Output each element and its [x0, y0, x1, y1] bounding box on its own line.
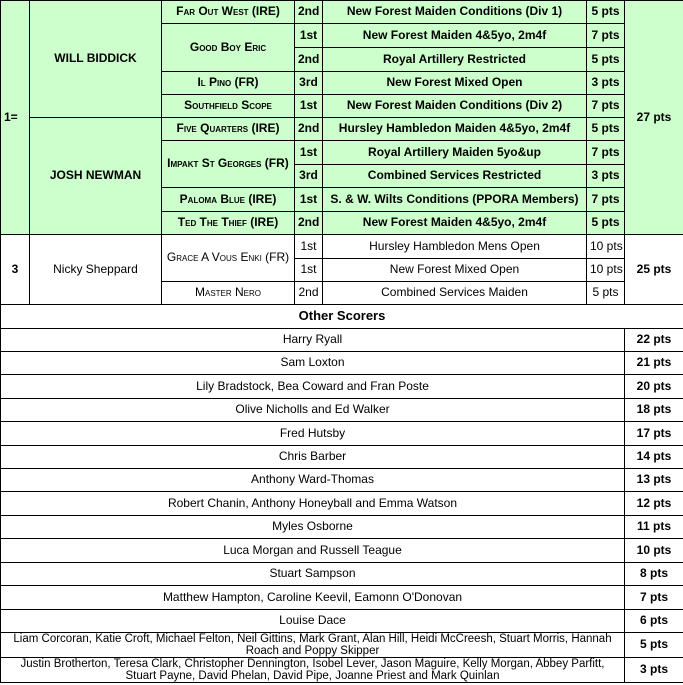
place-cell: 2nd: [295, 48, 323, 72]
horse-name: Ted The Thief (IRE): [162, 212, 295, 235]
points-cell: 7 pts: [587, 188, 625, 212]
race-cell: Royal Artillery Restricted: [323, 48, 587, 72]
rider-name: Nicky Sheppard: [30, 235, 162, 305]
points-cell: 20 pts: [625, 375, 683, 399]
table-row: [1, 539, 683, 563]
table-row: [1, 469, 683, 492]
points-cell: 7 pts: [587, 141, 625, 165]
horse-name: Five Quarters (IRE): [162, 118, 295, 141]
points-cell: 7 pts: [587, 24, 625, 48]
race-cell: Combined Services Restricted: [323, 165, 587, 188]
horse-name: Good Boy Eric: [162, 24, 295, 72]
points-cell: 10 pts: [625, 539, 683, 563]
points-cell: 5 pts: [587, 118, 625, 141]
table-row: [1, 399, 683, 422]
table-row: [1, 516, 683, 539]
points-cell: 6 pts: [625, 610, 683, 633]
table-row: [1, 305, 683, 329]
place-cell: 2nd: [295, 1, 323, 24]
horse-name: Grace A Vous Enki (FR): [162, 235, 295, 282]
points-cell: 22 pts: [625, 329, 683, 352]
total-points-cell: 27 pts: [625, 1, 683, 235]
scorer-names: Sam Loxton: [1, 352, 625, 375]
points-cell: 3 pts: [587, 72, 625, 95]
table-row: [1, 586, 683, 610]
points-cell: 17 pts: [625, 422, 683, 446]
scorer-names: Anthony Ward-Thomas: [1, 469, 625, 492]
points-cell: 5 pts: [587, 282, 625, 305]
points-cell: 5 pts: [587, 48, 625, 72]
points-cell: 18 pts: [625, 399, 683, 422]
race-cell: New Forest Mixed Open: [323, 72, 587, 95]
points-cell: 3 pts: [625, 658, 683, 683]
horse-name: Paloma Blue (IRE): [162, 188, 295, 212]
points-cell: 5 pts: [587, 1, 625, 24]
place-cell: 3rd: [295, 165, 323, 188]
place-cell: 2nd: [295, 282, 323, 305]
place-cell: 1st: [295, 141, 323, 165]
race-cell: New Forest Maiden 4&5yo, 2m4f: [323, 212, 587, 235]
table-row: [1, 563, 683, 586]
scorer-names: Stuart Sampson: [1, 563, 625, 586]
points-cell: 10 pts: [587, 235, 625, 259]
scorer-names: Lily Bradstock, Bea Coward and Fran Poste: [1, 375, 625, 399]
table-row: [1, 375, 683, 399]
points-cell: 10 pts: [587, 259, 625, 282]
place-cell: 1st: [295, 95, 323, 118]
scorer-names: Matthew Hampton, Caroline Keevil, Eamonn O'Donovan: [1, 586, 625, 610]
points-cell: 14 pts: [625, 446, 683, 469]
race-cell: S. & W. Wilts Conditions (PPORA Members): [323, 188, 587, 212]
rider-name: WILL BIDDICK: [30, 1, 162, 118]
rider-name: JOSH NEWMAN: [30, 118, 162, 235]
place-cell: 2nd: [295, 212, 323, 235]
place-cell: 3rd: [295, 72, 323, 95]
points-cell: 5 pts: [587, 212, 625, 235]
points-cell: 7 pts: [625, 586, 683, 610]
table-row: [1, 492, 683, 516]
race-cell: Hursley Hambledon Maiden 4&5yo, 2m4f: [323, 118, 587, 141]
place-cell: 1st: [295, 259, 323, 282]
table-row: [1, 118, 683, 141]
place-cell: 1st: [295, 235, 323, 259]
scorer-names: Chris Barber: [1, 446, 625, 469]
table-row: [1, 658, 683, 683]
points-cell: 12 pts: [625, 492, 683, 516]
total-points-cell: 25 pts: [625, 235, 683, 305]
table-row: [1, 329, 683, 352]
table-row: [1, 610, 683, 633]
horse-name: Far Out West (IRE): [162, 1, 295, 24]
points-cell: 21 pts: [625, 352, 683, 375]
points-cell: 11 pts: [625, 516, 683, 539]
place-cell: 2nd: [295, 118, 323, 141]
points-cell: 13 pts: [625, 469, 683, 492]
points-cell: 8 pts: [625, 563, 683, 586]
scorer-names: Luca Morgan and Russell Teague: [1, 539, 625, 563]
race-cell: New Forest Maiden Conditions (Div 1): [323, 1, 587, 24]
race-cell: Hursley Hambledon Mens Open: [323, 235, 587, 259]
race-cell: Combined Services Maiden: [323, 282, 587, 305]
place-cell: 1st: [295, 24, 323, 48]
section-heading: Other Scorers: [1, 305, 683, 329]
table-row: [1, 1, 683, 24]
scorer-names: Harry Ryall: [1, 329, 625, 352]
horse-name: Il Pino (FR): [162, 72, 295, 95]
race-cell: New Forest Maiden Conditions (Div 2): [323, 95, 587, 118]
race-cell: Royal Artillery Maiden 5yo&up: [323, 141, 587, 165]
points-cell: 3 pts: [587, 165, 625, 188]
scorer-names: Louise Dace: [1, 610, 625, 633]
scorer-names: Olive Nicholls and Ed Walker: [1, 399, 625, 422]
points-cell: 7 pts: [587, 95, 625, 118]
race-cell: New Forest Mixed Open: [323, 259, 587, 282]
place-cell: 1st: [295, 188, 323, 212]
race-cell: New Forest Maiden 4&5yo, 2m4f: [323, 24, 587, 48]
horse-name: Southfield Scope: [162, 95, 295, 118]
scorer-names: Liam Corcoran, Katie Croft, Michael Felton, Neil Gittins, Mark Grant, Alan Hill, Heidi McCreesh, Stuart Morris, Hannah Roach and Poppy Skipper: [1, 633, 625, 658]
scorer-names: Myles Osborne: [1, 516, 625, 539]
table-row: [1, 352, 683, 375]
scorer-names: Fred Hutsby: [1, 422, 625, 446]
table-row: [1, 633, 683, 658]
table-row: [1, 446, 683, 469]
scorer-names: Robert Chanin, Anthony Honeyball and Emma Watson: [1, 492, 625, 516]
table-row: [1, 422, 683, 446]
horse-name: Master Nero: [162, 282, 295, 305]
scorer-names: Justin Brotherton, Teresa Clark, Christopher Dennington, Isobel Lever, Jason Maguire, Kelly Morgan, Abbey Parfitt, Stuart Payne, David Phelan, David Pipe, Joanne Priest and Mark Quinlan: [1, 658, 625, 683]
points-cell: 5 pts: [625, 633, 683, 658]
table-row: [1, 235, 683, 259]
position-cell: 1=: [1, 1, 30, 235]
position-cell: 3: [1, 235, 30, 305]
horse-name: Impakt St Georges (FR): [162, 141, 295, 188]
